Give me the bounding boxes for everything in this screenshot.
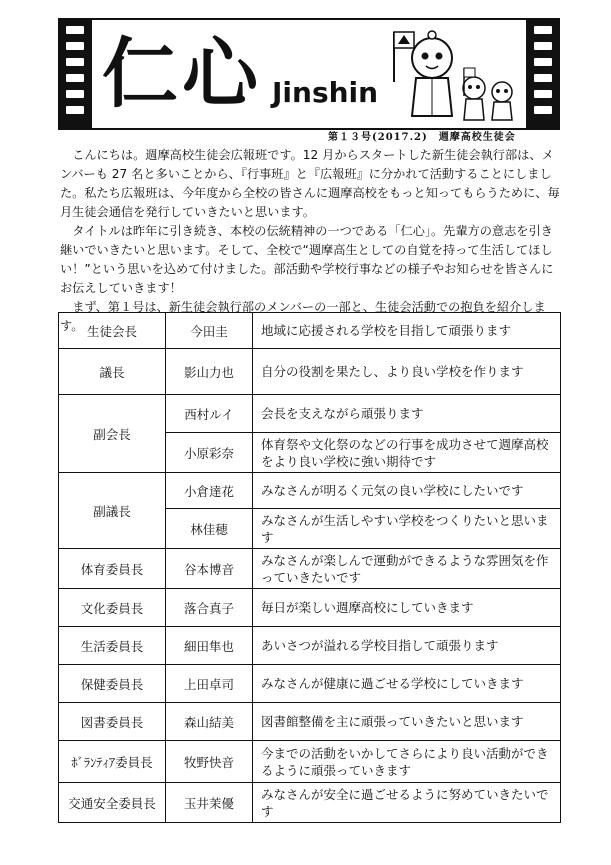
name-cell: 影山力也 <box>166 349 253 395</box>
role-cell: 生徒会長 <box>59 313 166 349</box>
table-row <box>59 395 561 433</box>
name-cell: 小原彩奈 <box>166 433 253 473</box>
film-strip-right <box>526 20 560 128</box>
table-row <box>59 665 561 703</box>
name-cell: 林佳穂 <box>166 509 253 549</box>
goal-cell: みなさんが明るく元気の良い学校にしたいです <box>253 473 561 509</box>
intro-paragraph: こんにちは。週摩高校生徒会広報班です。12 月からスタートした新生徒会執行部は、メンバーも 27 名と多いことから、『行事班』と『広報班』に分かれて活動することにしました。私たち広報班は、今年度から全校の皆さんに週摩高校をもっと知ってもらうために、毎月生徒会通信を発行していきたいと思います。 <box>60 148 560 219</box>
goal-cell: 今までの活動をいかしてさらにより良い活動ができるように頑張っていきます <box>253 741 561 783</box>
role-cell: 議長 <box>59 349 166 395</box>
mascot-illustration <box>386 24 520 124</box>
goal-cell: 自分の役割を果たし、より良い学校を作ります <box>253 349 561 395</box>
newsletter-title: 仁心 <box>102 29 262 118</box>
name-cell: 上田卓司 <box>166 665 253 703</box>
role-cell: 体育委員長 <box>59 549 166 589</box>
name-cell: 森山結美 <box>166 703 253 741</box>
role-cell: 副議長 <box>59 473 166 549</box>
role-cell: 文化委員長 <box>59 589 166 627</box>
role-cell: ﾎﾞﾗﾝﾃｨｱ委員長 <box>59 741 166 783</box>
table-row <box>59 549 561 589</box>
role-cell: 生活委員長 <box>59 627 166 665</box>
table-row <box>59 741 561 783</box>
name-cell: 谷本博音 <box>166 549 253 589</box>
role-cell: 副会長 <box>59 395 166 473</box>
masthead-banner <box>58 18 560 130</box>
table-row <box>59 627 561 665</box>
issue-number: 第１３号(2017.2) 週摩高校生徒会 <box>328 132 516 143</box>
role-cell: 保健委員長 <box>59 665 166 703</box>
table-row <box>59 589 561 627</box>
table-row <box>59 473 561 509</box>
members-table <box>58 312 561 823</box>
name-cell: 落合真子 <box>166 589 253 627</box>
intro-text <box>60 146 560 336</box>
table-row <box>59 783 561 823</box>
name-cell: 細田隼也 <box>166 627 253 665</box>
goal-cell: 地域に応援される学校を目指して頑張ります <box>253 313 561 349</box>
goal-cell: みなさんが生活しやすい学校をつくりたいと思います <box>253 509 561 549</box>
goal-cell: 図書館整備を主に頑張っていきたいと思います <box>253 703 561 741</box>
name-cell: 西村ルイ <box>166 395 253 433</box>
name-cell: 玉井茉優 <box>166 783 253 823</box>
goal-cell: 体育祭や文化祭のなどの行事を成功させて週摩高校をより良い学校に強い期待です <box>253 433 561 473</box>
name-cell: 今田圭 <box>166 313 253 349</box>
role-cell: 交通安全委員長 <box>59 783 166 823</box>
table-row <box>59 313 561 349</box>
role-cell: 図書委員長 <box>59 703 166 741</box>
intro-paragraph: タイトルは昨年に引き続き、本校の伝統精神の一つである「仁心」。先輩方の意志を引き継いでいきたいと思います。そして、全校で“週摩高生としての自覚を持って生活してほしい！”という思いを込めて付けました。部活動や学校行事などの様子やお知らせを皆さんにお伝えしていきます！ <box>60 224 554 295</box>
goal-cell: 会長を支えながら頑張ります <box>253 395 561 433</box>
name-cell: 牧野快音 <box>166 741 253 783</box>
table-row <box>59 349 561 395</box>
goal-cell: みなさんが楽しんで運動ができるような雰囲気を作っていきたいです <box>253 549 561 589</box>
newsletter-title-romaji: Jinshin <box>272 76 379 109</box>
goal-cell: みなさんが健康に過ごせる学校にしていきます <box>253 665 561 703</box>
film-strip-left <box>58 20 92 128</box>
goal-cell: みなさんが安全に過ごせるように努めていきたいです <box>253 783 561 823</box>
intro-paragraph: まず、第１号は、新生徒会執行部のメンバーの一部と、生徒会活動での抱負を紹介します。 <box>60 300 546 333</box>
name-cell: 小倉達花 <box>166 473 253 509</box>
goal-cell: あいさつが溢れる学校目指して頑張ります <box>253 627 561 665</box>
table-row <box>59 703 561 741</box>
goal-cell: 毎日が楽しい週摩高校にしていきます <box>253 589 561 627</box>
